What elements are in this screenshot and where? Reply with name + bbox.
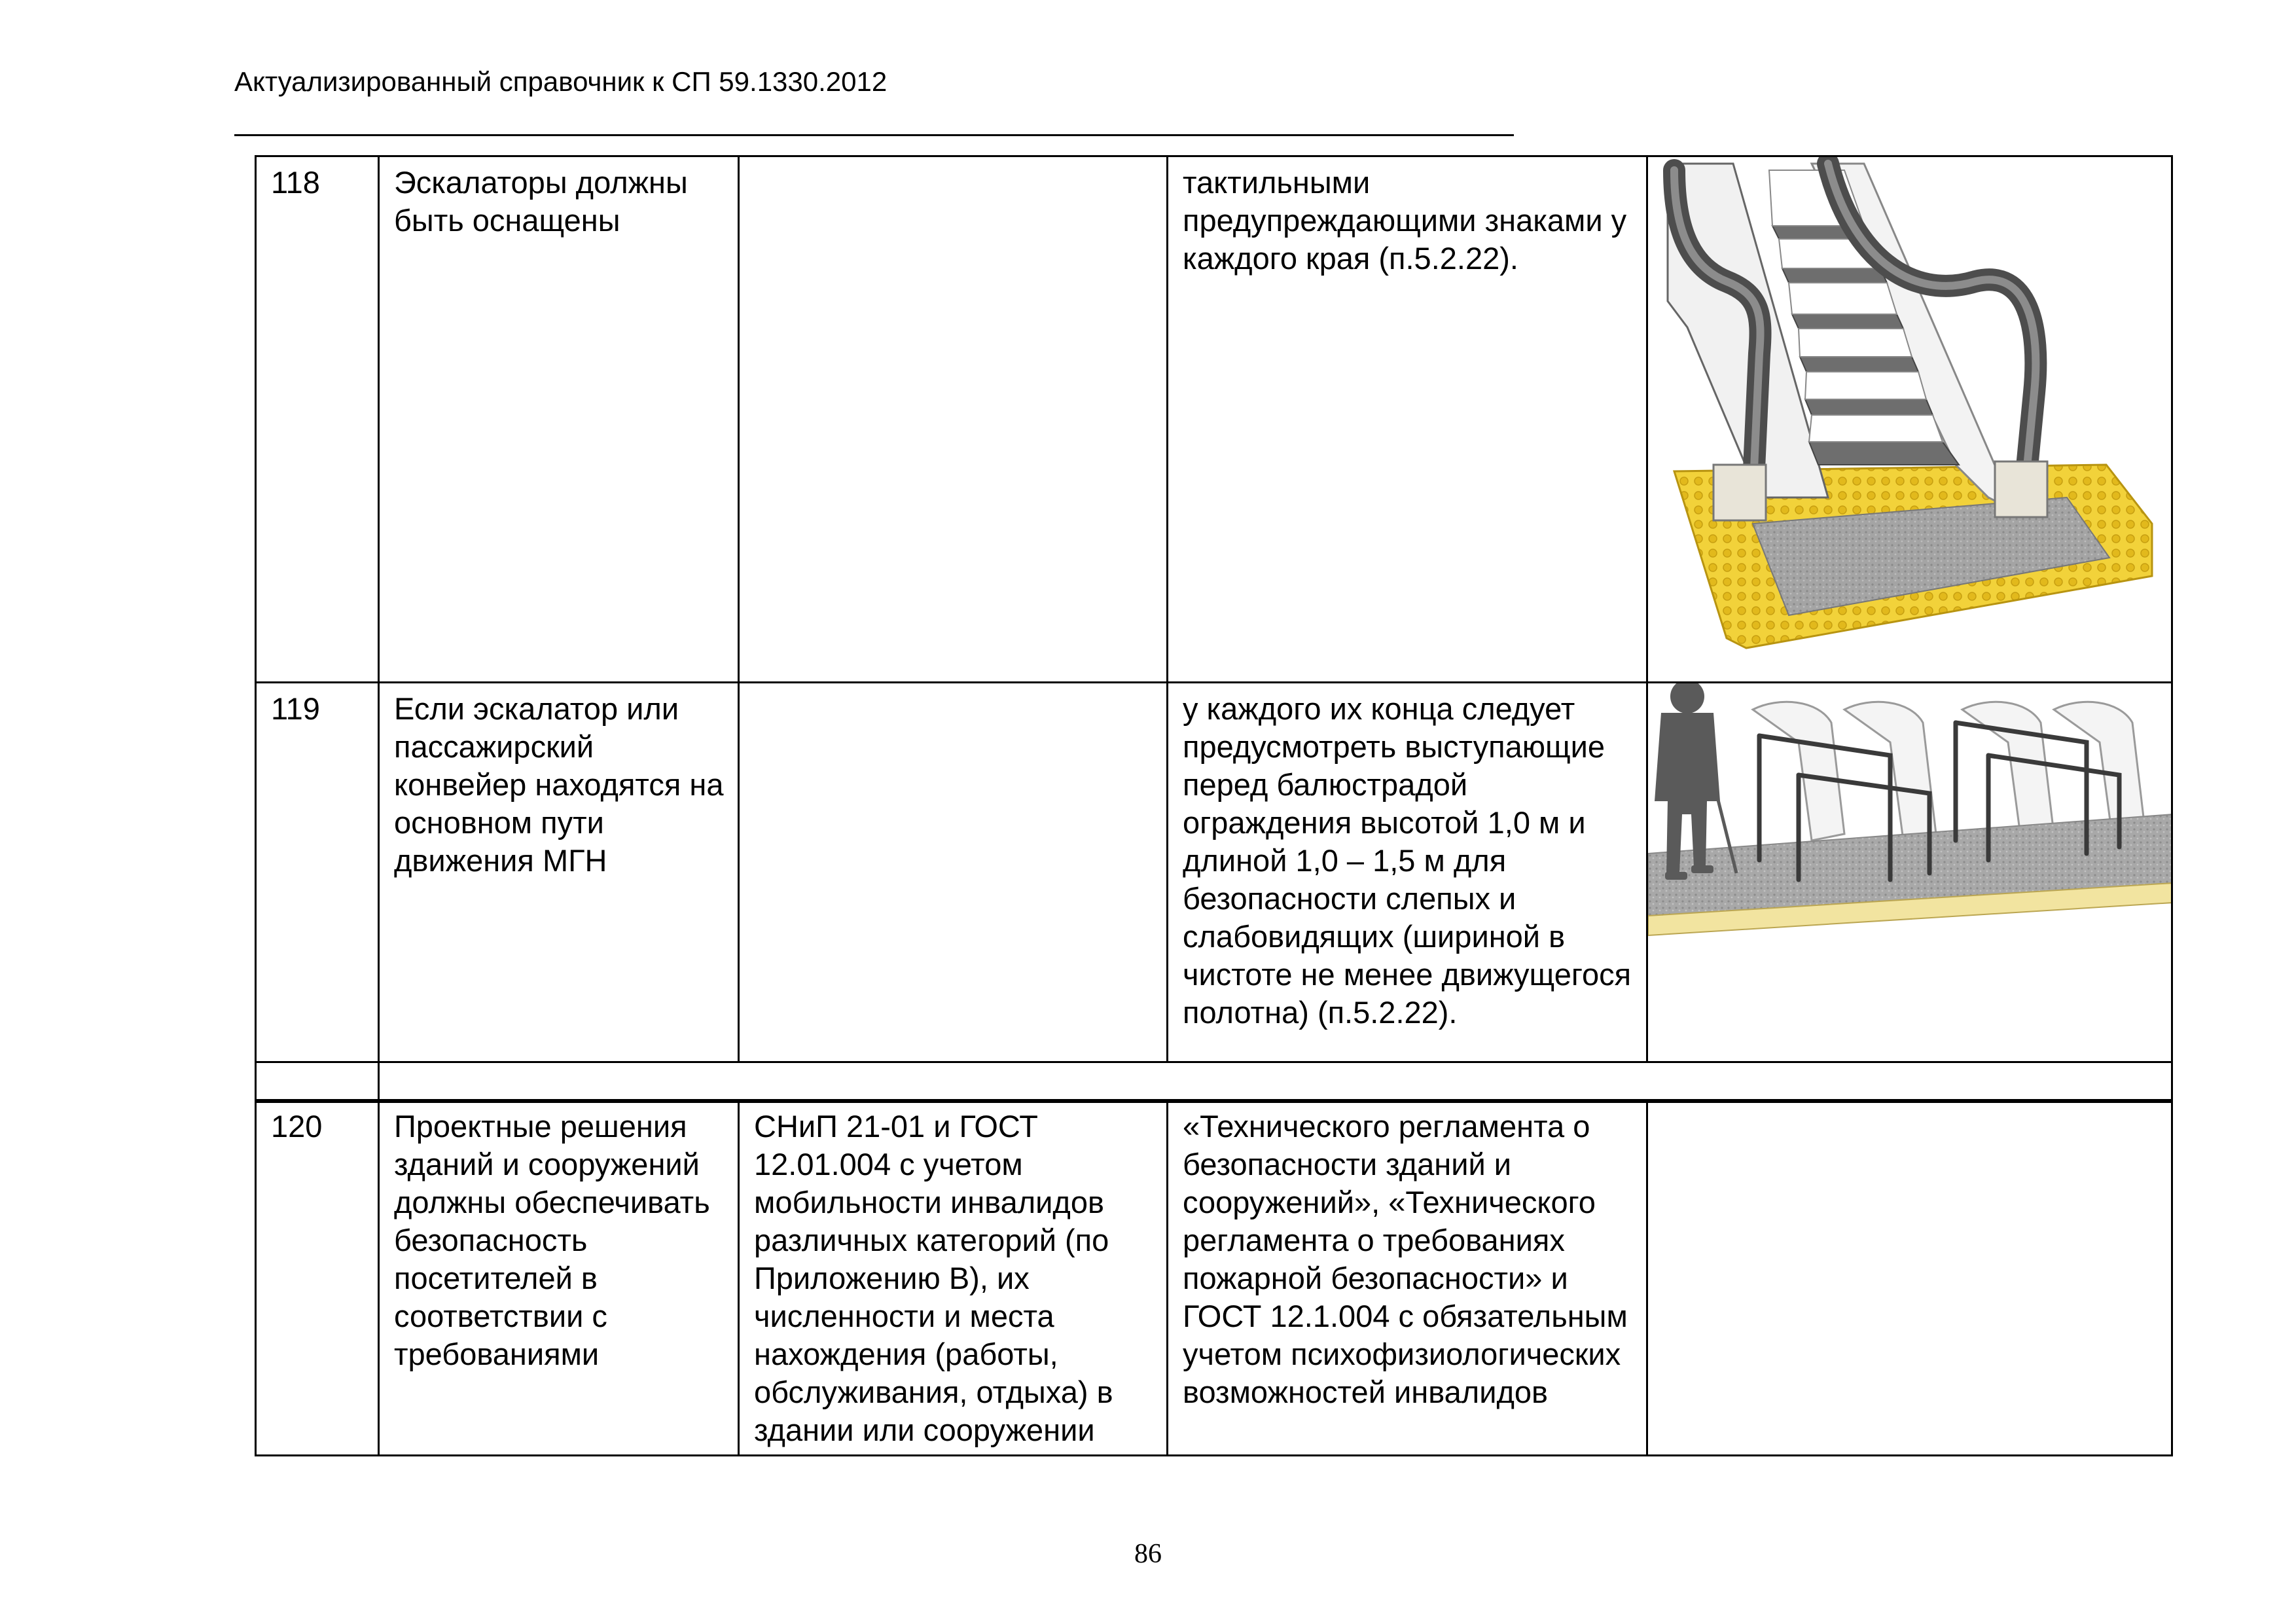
illustration-cell: [1647, 156, 2172, 683]
table-row-spacer: [256, 1062, 2172, 1102]
illustration-cell: [1647, 1100, 2172, 1456]
page-number: 86: [1134, 1539, 1162, 1569]
illustration-cell: [1647, 683, 2172, 1062]
escalator-barrier-railing-illustration: [1648, 683, 2172, 958]
escalator-tactile-warning-illustration: [1648, 157, 2172, 681]
header-divider: [234, 134, 1514, 136]
requirements-table-upper: [255, 155, 2173, 1103]
table-row: [256, 1100, 2172, 1456]
reference-cell: [739, 683, 1168, 1062]
reference-cell: СНиП 21-01 и ГОСТ 12.01.004 с учетом мобильности инвалидов различных категорий (по Приложению В), их численности и места нахождения (работы, обслуживания, отдыха) в здании или сооружении: [739, 1100, 1168, 1456]
reference-cell: [739, 156, 1168, 683]
document-header-title: Актуализированный справочник к СП 59.1330.2012: [234, 66, 888, 97]
requirement-cell: Если эскалатор или пассажирский конвейер находятся на основном пути движения МГН: [379, 683, 739, 1062]
details-cell: у каждого их конца следует предусмотреть выступающие перед балюстрадой ограждения высотой 1,0 м и длиной 1,0 – 1,5 м для безопасности слепых и слабовидящих (шириной в чистоте не менее движущегося полотна) (п.5.2.22).: [1168, 683, 1647, 1062]
table-row: [256, 683, 2172, 1062]
row-number: 118: [256, 156, 379, 683]
details-cell: «Технического регламента о безопасности зданий и сооружений», «Технического регламента о требованиях пожарной безопасности» и ГОСТ 12.1.004 с обязательным учетом психофизиологических возможностей инвалидов: [1168, 1100, 1647, 1456]
row-number: 120: [256, 1100, 379, 1456]
requirement-cell: Проектные решения зданий и сооружений должны обеспечивать безопасность посетителей в соответствии с требованиями: [379, 1100, 739, 1456]
spacer-cell: [256, 1062, 379, 1102]
row-number: 119: [256, 683, 379, 1062]
spacer-cell: [379, 1062, 2172, 1102]
table-row: [256, 156, 2172, 683]
requirements-table-lower: [255, 1099, 2173, 1456]
requirement-cell: Эскалаторы должны быть оснащены: [379, 156, 739, 683]
details-cell: тактильными предупреждающими знаками у каждого края (п.5.2.22).: [1168, 156, 1647, 683]
